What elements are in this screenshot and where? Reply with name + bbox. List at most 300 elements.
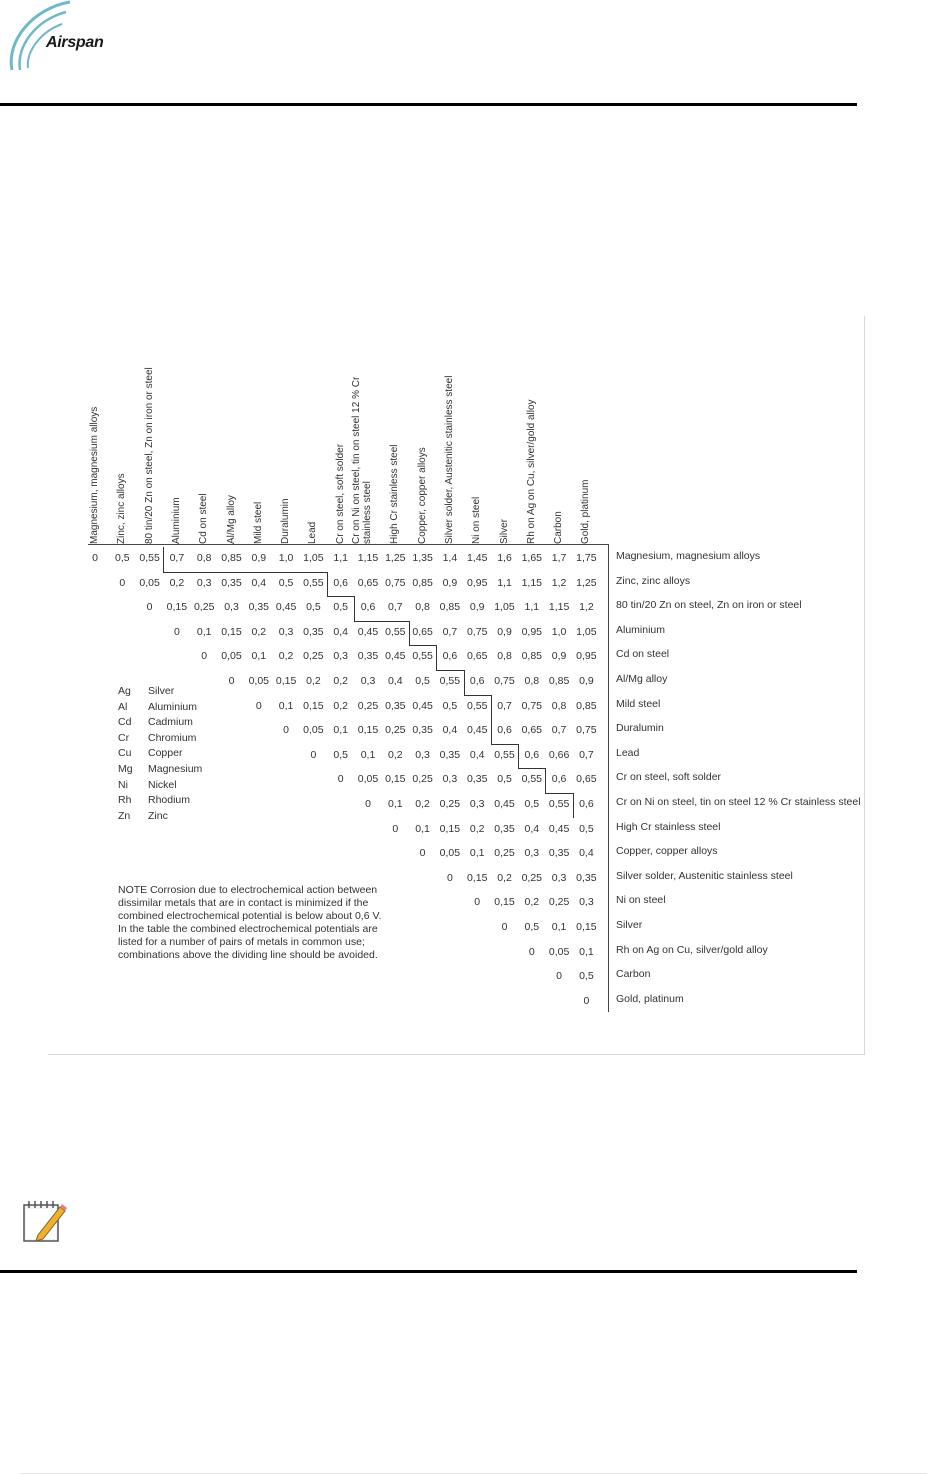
column-header-label: Mild steel xyxy=(252,501,264,544)
table-cell: 0,85 xyxy=(521,650,543,663)
column-header-label: Cr on steel, soft solder xyxy=(334,443,346,544)
table-cell: 0,7 xyxy=(169,552,185,564)
table-cell: 0,7 xyxy=(497,699,512,712)
table-cell: 0,55 xyxy=(439,675,461,687)
footer-rule xyxy=(0,1270,857,1273)
table-cell: 0,7 xyxy=(551,724,567,737)
table-cell: 0,8 xyxy=(497,650,512,663)
table-cell: 0 xyxy=(146,601,153,614)
table-cell: 0,75 xyxy=(466,625,488,638)
row-label: Cd on steel xyxy=(616,648,670,661)
table-cell: 0,85 xyxy=(576,699,597,712)
table-cell: 0,3 xyxy=(524,847,540,860)
column-header xyxy=(580,344,606,544)
table-cell: 0,05 xyxy=(548,945,570,958)
column-header xyxy=(526,344,552,544)
column-header-label: Aluminium xyxy=(170,497,182,544)
table-cell: 0,3 xyxy=(442,773,458,786)
dividing-line-segment xyxy=(354,621,409,622)
table-cell: 0 xyxy=(92,552,98,564)
table-cell: 0,5 xyxy=(524,921,540,933)
table-cell: 0,1 xyxy=(333,724,348,737)
legend-name: Nickel xyxy=(148,778,177,791)
row-label: Aluminium xyxy=(616,623,666,636)
column-header xyxy=(307,344,333,544)
table-cell: 0,45 xyxy=(385,650,406,663)
table-cell: 0,2 xyxy=(251,625,267,638)
legend-item xyxy=(118,778,202,794)
table-cell: 0,9 xyxy=(497,625,512,638)
table-cell: 0,15 xyxy=(439,822,461,835)
table-cell: 0,3 xyxy=(333,650,348,663)
table-cell: 0,15 xyxy=(303,699,324,712)
column-header-label: Ni on steel xyxy=(471,496,483,544)
table-cell: 0 xyxy=(474,896,481,909)
table-cell: 0,9 xyxy=(551,650,567,663)
legend-item xyxy=(118,684,202,700)
column-header xyxy=(389,344,415,544)
table-cell: 0,6 xyxy=(333,576,348,589)
legend-symbol: Cu xyxy=(118,747,132,760)
table-cell: 0,55 xyxy=(385,625,406,638)
table-cell: 0,2 xyxy=(524,896,540,909)
column-header-label: Silver solder, Austenitic stainless steel xyxy=(443,375,455,544)
column-header xyxy=(144,344,170,544)
table-cell: 0,5 xyxy=(579,822,594,835)
table-cell: 0,2 xyxy=(169,576,185,589)
dividing-line-segment xyxy=(464,695,491,696)
table-cell: 0 xyxy=(392,822,399,835)
table-cell: 0,1 xyxy=(387,798,403,810)
table-cell: 1,05 xyxy=(494,601,515,614)
table-cell: 0,35 xyxy=(494,822,515,835)
table-cell: 1,65 xyxy=(521,552,543,564)
table-cell: 0,3 xyxy=(551,871,567,884)
table-cell: 0,85 xyxy=(439,601,461,614)
table-cell: 0,55 xyxy=(521,773,543,786)
column-header-label: Al/Mg alloy xyxy=(225,495,237,544)
row-label: Cr on steel, soft solder xyxy=(616,771,722,784)
table-cell: 0,35 xyxy=(548,847,570,860)
table-cell: 0,55 xyxy=(412,650,433,663)
legend-symbol: Cr xyxy=(118,731,130,744)
table-cell: 0,75 xyxy=(385,576,406,589)
dividing-line-segment xyxy=(491,719,492,744)
table-cell: 0,55 xyxy=(494,748,515,761)
table-cell: 0 xyxy=(556,970,563,983)
row-label: Ni on steel xyxy=(616,894,666,907)
table-cell: 0,15 xyxy=(385,773,406,786)
table-cell: 0,15 xyxy=(576,921,597,933)
table-cell: 0,5 xyxy=(442,699,458,712)
table-cell: 0,35 xyxy=(385,699,406,712)
table-cell: 0,05 xyxy=(139,576,160,589)
legend-item xyxy=(118,731,202,747)
table-cell: 0,35 xyxy=(221,576,242,589)
row-label: Silver xyxy=(616,919,643,931)
table-cell: 0,65 xyxy=(412,625,433,638)
table-cell: 0,45 xyxy=(494,798,515,810)
table-cell: 1,25 xyxy=(385,552,406,564)
table-cell: 1,45 xyxy=(466,552,488,564)
dividing-line-segment xyxy=(354,596,355,621)
row-label-divider xyxy=(608,544,609,1012)
table-cell: 0,1 xyxy=(251,650,267,663)
table-cell: 0,75 xyxy=(576,724,597,737)
column-header-label: Gold, platinum xyxy=(580,479,592,544)
table-cell: 0,75 xyxy=(521,699,543,712)
table-cell: 1,2 xyxy=(579,601,594,614)
column-header-label: Copper, copper alloys xyxy=(416,447,428,544)
table-cell: 0,4 xyxy=(524,822,540,835)
table-cell: 0,25 xyxy=(385,724,406,737)
table-cell: 0,4 xyxy=(442,724,458,737)
legend-item xyxy=(118,793,202,809)
table-cell: 0,55 xyxy=(548,798,570,810)
table-cell: 1,15 xyxy=(357,552,379,564)
table-cell: 0,35 xyxy=(357,650,379,663)
row-label: Cr on Ni on steel, tin on steel 12 % Cr stainless steel xyxy=(616,796,861,808)
column-headers xyxy=(88,344,608,544)
table-cell: 0,35 xyxy=(248,601,270,614)
airspan-logo xyxy=(4,0,124,78)
table-cell: 0,15 xyxy=(466,871,488,884)
table-cell: 0,75 xyxy=(494,675,515,687)
row-label: Zinc, zinc alloys xyxy=(616,574,691,587)
table-cell: 0,45 xyxy=(466,724,488,737)
element-legend xyxy=(118,684,202,824)
table-cell: 0,3 xyxy=(196,576,212,589)
dividing-line-segment xyxy=(491,744,518,745)
header-underline xyxy=(88,544,608,545)
legend-item xyxy=(118,762,202,778)
dividing-line-segment xyxy=(545,793,572,794)
table-cell: 0,4 xyxy=(579,847,594,860)
dividing-line-segment xyxy=(518,744,519,769)
table-cell: 0,65 xyxy=(466,650,488,663)
table-cell: 0,1 xyxy=(196,625,212,638)
table-cell: 0 xyxy=(419,847,426,860)
table-cell: 0,5 xyxy=(333,601,348,614)
legend-name: Copper xyxy=(148,747,183,760)
table-cell: 0,35 xyxy=(439,748,461,761)
table-cell: 0,8 xyxy=(551,699,567,712)
row-label: Copper, copper alloys xyxy=(616,845,718,858)
table-body xyxy=(88,344,861,1044)
table-cell: 0 xyxy=(201,650,208,663)
dividing-line-segment xyxy=(436,645,437,670)
table-cell: 0,55 xyxy=(466,699,488,712)
table-cell: 0,1 xyxy=(551,921,567,933)
table-cell: 0,1 xyxy=(469,847,485,860)
table-cell: 1,75 xyxy=(576,552,597,564)
column-header xyxy=(351,344,388,544)
table-cell: 0,6 xyxy=(551,773,567,786)
table-cell: 0,6 xyxy=(469,675,485,687)
table-cell: 1,7 xyxy=(551,552,567,564)
table-cell: 0,4 xyxy=(469,748,485,761)
table-cell: 0,45 xyxy=(357,625,379,638)
table-cell: 0,15 xyxy=(221,625,242,638)
table-cell: 0,45 xyxy=(548,822,570,835)
dividing-line-segment xyxy=(518,768,545,769)
table-cell: 0,5 xyxy=(306,601,321,614)
table-cell: 0,05 xyxy=(439,847,461,860)
table-cell: 0,2 xyxy=(387,748,403,761)
dividing-line-segment xyxy=(464,670,465,695)
table-cell: 0 xyxy=(583,994,590,1007)
table-cell: 0,3 xyxy=(469,798,485,810)
table-cell: 0,35 xyxy=(303,625,324,638)
table-cell: 0,8 xyxy=(415,601,430,614)
table-cell: 0,45 xyxy=(412,699,433,712)
table-cell: 0,5 xyxy=(579,970,594,983)
table-cell: 0,2 xyxy=(306,675,321,687)
row-label: Al/Mg alloy xyxy=(616,673,668,685)
table-cell: 0,9 xyxy=(442,576,458,589)
row-label: High Cr stainless steel xyxy=(616,820,721,833)
table-cell: 0,9 xyxy=(579,675,594,687)
dividing-line-segment xyxy=(545,768,546,793)
legend-symbol: Al xyxy=(118,700,128,713)
table-cell: 0,3 xyxy=(224,601,239,614)
table-cell: 0,85 xyxy=(221,552,242,564)
table-cell: 0,65 xyxy=(357,576,379,589)
legend-symbol: Zn xyxy=(118,809,131,822)
table-cell: 0 xyxy=(119,576,126,589)
column-header xyxy=(171,344,197,544)
table-cell: 0,1 xyxy=(360,748,376,761)
column-header-label: Magnesium, magnesium alloys xyxy=(89,406,100,544)
table-cell: 0,05 xyxy=(357,773,379,786)
table-cell: 0 xyxy=(255,699,262,712)
table-cell: 0,55 xyxy=(303,576,324,589)
table-cell: 1,15 xyxy=(521,576,543,589)
row-label: Magnesium, magnesium alloys xyxy=(616,550,761,562)
table-cell: 0,8 xyxy=(524,675,540,687)
table-cell: 0,2 xyxy=(333,699,348,712)
table-cell: 0 xyxy=(337,773,344,786)
dividing-line-segment xyxy=(409,645,436,646)
column-header xyxy=(226,344,252,544)
header-rule xyxy=(0,103,857,106)
table-cell: 0,15 xyxy=(494,896,515,909)
table-cell: 0,25 xyxy=(193,601,215,614)
table-cell: 0 xyxy=(283,724,290,737)
legend-symbol: Ni xyxy=(118,778,128,791)
column-header xyxy=(198,344,224,544)
dividing-line-segment xyxy=(163,547,164,572)
column-header xyxy=(471,344,497,544)
table-cell: 0,1 xyxy=(579,945,594,958)
row-label: Lead xyxy=(616,746,640,759)
dividing-line-segment xyxy=(327,572,328,597)
table-cell: 0,95 xyxy=(466,576,488,589)
column-header xyxy=(116,344,142,544)
table-cell: 0,25 xyxy=(357,699,379,712)
table-cell: 1,0 xyxy=(551,625,567,638)
column-header-label: Duralumin xyxy=(280,498,292,544)
legend-name: Cadmium xyxy=(148,716,193,729)
column-header xyxy=(499,344,525,544)
row-label: Carbon xyxy=(616,968,651,981)
table-cell: 0,15 xyxy=(166,601,188,614)
table-cell: 0,6 xyxy=(442,650,458,663)
table-cell: 0,2 xyxy=(415,798,430,810)
column-header xyxy=(253,344,279,544)
table-cell: 0,2 xyxy=(278,650,294,663)
table-cell: 0,25 xyxy=(412,773,433,786)
column-header-label: Carbon xyxy=(553,511,565,544)
row-label: Silver solder, Austenitic stainless steel xyxy=(616,869,793,882)
legend-item xyxy=(118,746,202,762)
dividing-line-segment xyxy=(163,572,327,573)
table-cell: 0,7 xyxy=(387,601,403,614)
table-cell: 0,35 xyxy=(412,724,433,737)
table-cell: 0 xyxy=(173,625,180,638)
column-header-label: Cd on steel xyxy=(198,493,210,544)
table-cell: 1,4 xyxy=(442,552,458,564)
column-header-label: Lead xyxy=(307,521,319,544)
legend-symbol: Ag xyxy=(118,685,131,697)
table-cell: 0,25 xyxy=(494,847,515,860)
column-header-label: High Cr stainless steel xyxy=(389,444,401,544)
legend-symbol: Rh xyxy=(118,794,132,807)
legend-item xyxy=(118,809,202,825)
table-cell: 0,8 xyxy=(196,552,212,564)
table-cell: 0,1 xyxy=(278,699,294,712)
column-header-label: Silver xyxy=(498,518,510,544)
table-cell: 0,85 xyxy=(412,576,433,589)
row-label: Gold, platinum xyxy=(616,992,684,1005)
table-cell: 0,5 xyxy=(114,552,130,564)
table-cell: 0,15 xyxy=(357,724,379,737)
table-cell: 0,85 xyxy=(548,675,570,687)
column-header-label: Zinc, zinc alloys xyxy=(116,473,128,544)
table-cell: 0,5 xyxy=(415,675,430,687)
table-cell: 0,25 xyxy=(439,798,461,810)
table-cell: 0,25 xyxy=(548,896,570,909)
table-cell: 0,25 xyxy=(521,871,543,884)
column-header-label: Cr on Ni on steel, tin on steel 12 % Cr stainless steel xyxy=(351,376,373,544)
legend-item xyxy=(118,715,202,731)
table-cell: 0,95 xyxy=(576,650,597,663)
row-label: Mild steel xyxy=(616,697,661,710)
table-cell: 1,05 xyxy=(303,552,324,564)
row-label: 80 tin/20 Zn on steel, Zn on iron or steel xyxy=(616,599,802,612)
table-cell: 0,35 xyxy=(466,773,488,786)
table-cell: 0,7 xyxy=(579,748,594,761)
table-cell: 0,7 xyxy=(442,625,458,638)
table-cell: 0,45 xyxy=(275,601,297,614)
table-cell: 0,66 xyxy=(548,748,570,761)
column-header-label: 80 tin/20 Zn on steel, Zn on iron or steel xyxy=(143,367,155,544)
table-cell: 0,05 xyxy=(303,724,324,737)
table-cell: 0,35 xyxy=(576,871,597,884)
table-cell: 0,9 xyxy=(469,601,485,614)
table-cell: 0,3 xyxy=(415,748,430,761)
table-cell: 0,6 xyxy=(579,798,594,810)
dividing-line-segment xyxy=(436,670,463,671)
legend-name: Zinc xyxy=(148,809,168,822)
row-label: Duralumin xyxy=(616,722,664,735)
page-bottom-line xyxy=(20,1473,927,1474)
table-cell: 0,2 xyxy=(497,871,512,884)
table-cell: 0 xyxy=(310,748,317,761)
logo-text: Airspan xyxy=(46,34,104,51)
table-cell: 0,2 xyxy=(333,675,348,687)
corrosion-note: NOTE Corrosion due to electrochemical action between dissimilar metals that are in contact is minimized if the combined electrochemical potential is below about 0,6 V. In the table the combined electrochemical potentials are listed for a number of pairs of metals in common use; combinations above the dividing line should be avoided. xyxy=(118,884,382,961)
table-cell: 0,55 xyxy=(139,552,160,564)
dividing-line-segment xyxy=(573,793,574,818)
table-cell: 0,6 xyxy=(524,748,540,761)
table-cell: 0,65 xyxy=(576,773,597,786)
table-cell: 0,5 xyxy=(333,748,348,761)
column-header-label: Rh on Ag on Cu, silver/gold alloy xyxy=(525,399,537,544)
table-cell: 0,05 xyxy=(221,650,242,663)
column-header xyxy=(89,344,115,544)
table-cell: 1,25 xyxy=(576,576,597,589)
table-cell: 0,3 xyxy=(278,625,294,638)
table-cell: 0,25 xyxy=(303,650,324,663)
table-cell: 0,5 xyxy=(278,576,294,589)
table-cell: 0,4 xyxy=(251,576,267,589)
table-cell: 1,1 xyxy=(497,576,512,589)
table-cell: 0 xyxy=(446,871,453,884)
table-cell: 0,05 xyxy=(248,675,270,687)
table-cell: 1,35 xyxy=(412,552,433,564)
table-cell: 0 xyxy=(528,945,535,958)
legend-name: Rhodium xyxy=(148,794,191,807)
table-cell: 0,5 xyxy=(497,773,512,786)
column-header xyxy=(280,344,306,544)
dividing-line-segment xyxy=(409,621,410,646)
dividing-line-segment xyxy=(491,695,492,720)
row-label: Rh on Ag on Cu, silver/gold alloy xyxy=(616,943,768,956)
table-cell: 0,9 xyxy=(251,552,267,564)
dividing-line-segment xyxy=(327,596,354,597)
legend-name: Chromium xyxy=(148,731,197,744)
table-cell: 0,5 xyxy=(524,798,540,810)
table-cell: 0,15 xyxy=(275,675,297,687)
table-cell: 1,1 xyxy=(524,601,540,614)
legend-item xyxy=(118,700,202,716)
table-cell: 1,0 xyxy=(278,552,294,564)
table-cell: 1,6 xyxy=(497,552,512,564)
table-cell: 0,4 xyxy=(387,675,403,687)
galvanic-potential-table xyxy=(48,316,865,1055)
table-cell: 0,3 xyxy=(360,675,376,687)
table-cell: 1,15 xyxy=(548,601,570,614)
table-cell: 1,05 xyxy=(576,625,597,638)
table-cell: 0 xyxy=(365,798,371,810)
legend-name: Aluminium xyxy=(148,700,198,713)
table-cell: 0,2 xyxy=(469,822,485,835)
table-cell: 0 xyxy=(501,921,508,933)
table-cell: 0,65 xyxy=(521,724,543,737)
table-cell: 0,1 xyxy=(415,822,430,835)
legend-symbol: Mg xyxy=(118,762,133,775)
table-cell: 1,1 xyxy=(333,552,348,564)
column-header xyxy=(553,344,579,544)
table-cell: 0,6 xyxy=(360,601,376,614)
legend-name: Magnesium xyxy=(148,762,203,775)
legend-name: Silver xyxy=(148,685,175,697)
column-header xyxy=(444,344,470,544)
table-cell: 0,4 xyxy=(333,625,348,638)
table-cell: 0,95 xyxy=(521,625,543,638)
table-cell: 0,6 xyxy=(497,724,512,737)
